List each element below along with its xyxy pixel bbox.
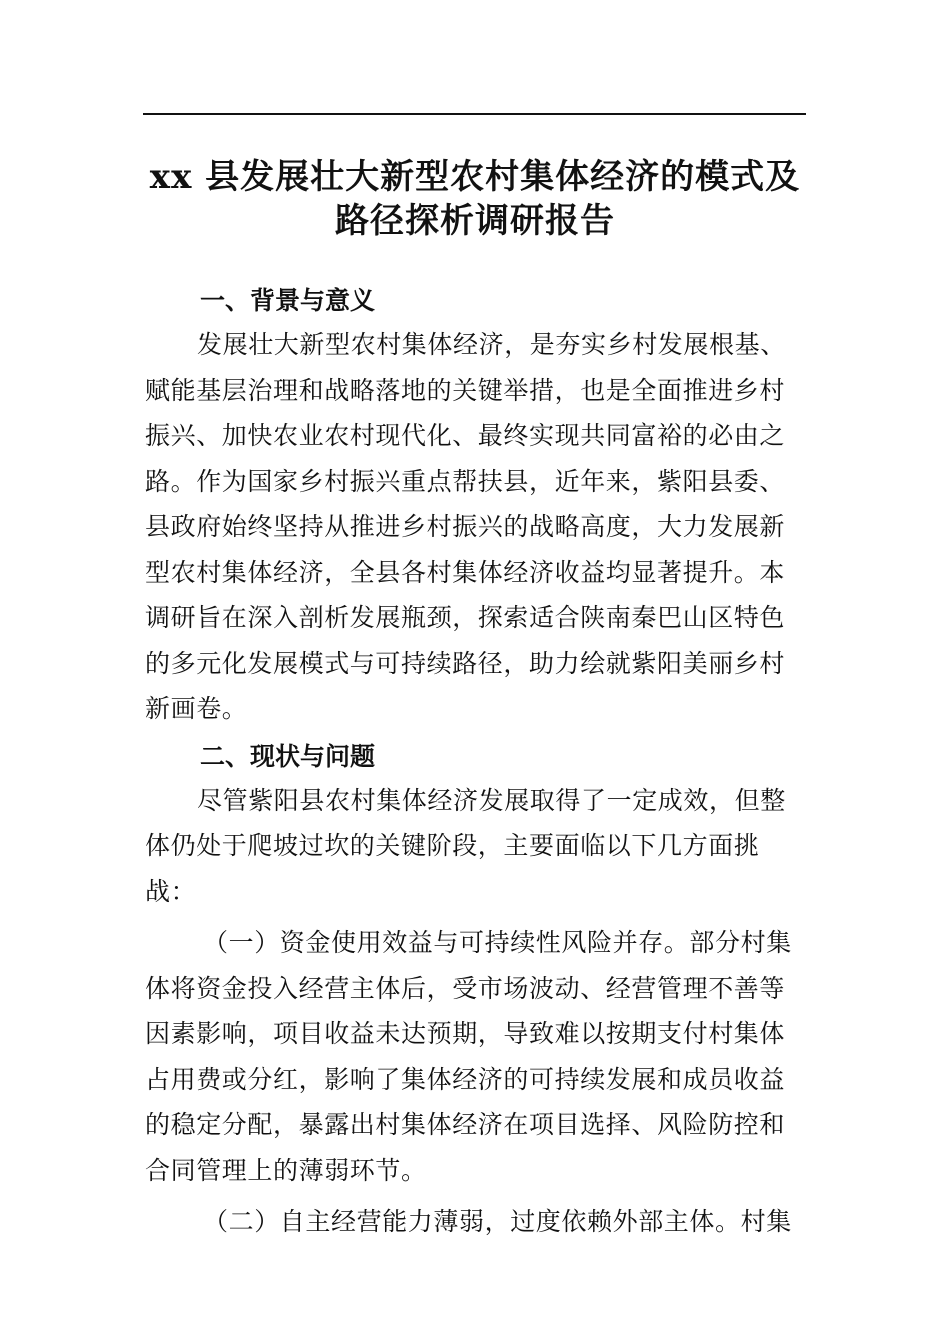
paragraph-item-one bbox=[145, 920, 795, 1193]
text-line: 发展壮大新型农村集体经济，是夯实乡村发展根基、 bbox=[197, 330, 786, 359]
paragraph-status-intro bbox=[145, 778, 795, 915]
section-heading-background: 一、背景与意义 bbox=[200, 286, 376, 315]
text-line: 的多元化发展模式与可持续路径，助力绘就紫阳美丽乡村 bbox=[145, 648, 786, 678]
paragraph-item-two bbox=[145, 1199, 795, 1245]
text-line: 尽管紫阳县农村集体经济发展取得了一定成效，但整 bbox=[197, 785, 786, 815]
text-line: 路。作为国家乡村振兴重点帮扶县，近年来，紫阳县委、 bbox=[145, 466, 786, 496]
top-divider bbox=[143, 113, 806, 115]
section-heading-status: 二、现状与问题 bbox=[200, 741, 376, 771]
text-line: 县政府始终坚持从推进乡村振兴的战略高度，大力发展新 bbox=[145, 512, 786, 541]
text-line: 因素影响，项目收益未达预期，导致难以按期支付村集体 bbox=[145, 1019, 786, 1048]
title-line: xx 县发展壮大新型农村集体经济的模式及 bbox=[149, 157, 801, 197]
title-line: 路径探析调研报告 bbox=[335, 201, 615, 241]
text-line: 占用费或分红，影响了集体经济的可持续发展和成员收益 bbox=[145, 1064, 786, 1094]
text-line: 型农村集体经济，全县各村集体经济收益均显著提升。本 bbox=[145, 557, 786, 587]
document-body bbox=[145, 280, 795, 1245]
text-line: 合同管理上的薄弱环节。 bbox=[145, 1155, 427, 1185]
document-title bbox=[120, 155, 830, 243]
text-line: （一）资金使用效益与可持续性风险并存。部分村集 bbox=[203, 928, 792, 957]
text-line: 振兴、加快农业农村现代化、最终实现共同富裕的必由之 bbox=[145, 421, 786, 450]
text-line: （二）自主经营能力薄弱，过度依赖外部主体。村集 bbox=[203, 1207, 792, 1236]
paragraph-background bbox=[145, 322, 795, 732]
text-line: 体将资金投入经营主体后，受市场波动、经营管理不善等 bbox=[145, 973, 786, 1003]
text-line: 战： bbox=[145, 876, 197, 906]
text-line: 的稳定分配，暴露出村集体经济在项目选择、风险防控和 bbox=[145, 1110, 786, 1139]
text-line: 调研旨在深入剖析发展瓶颈，探索适合陕南秦巴山区特色 bbox=[145, 603, 786, 632]
text-line: 体仍处于爬坡过坎的关键阶段，主要面临以下几方面挑 bbox=[145, 831, 760, 860]
text-line: 赋能基层治理和战略落地的关键举措，也是全面推进乡村 bbox=[145, 375, 786, 405]
text-line: 新画卷。 bbox=[145, 694, 248, 723]
